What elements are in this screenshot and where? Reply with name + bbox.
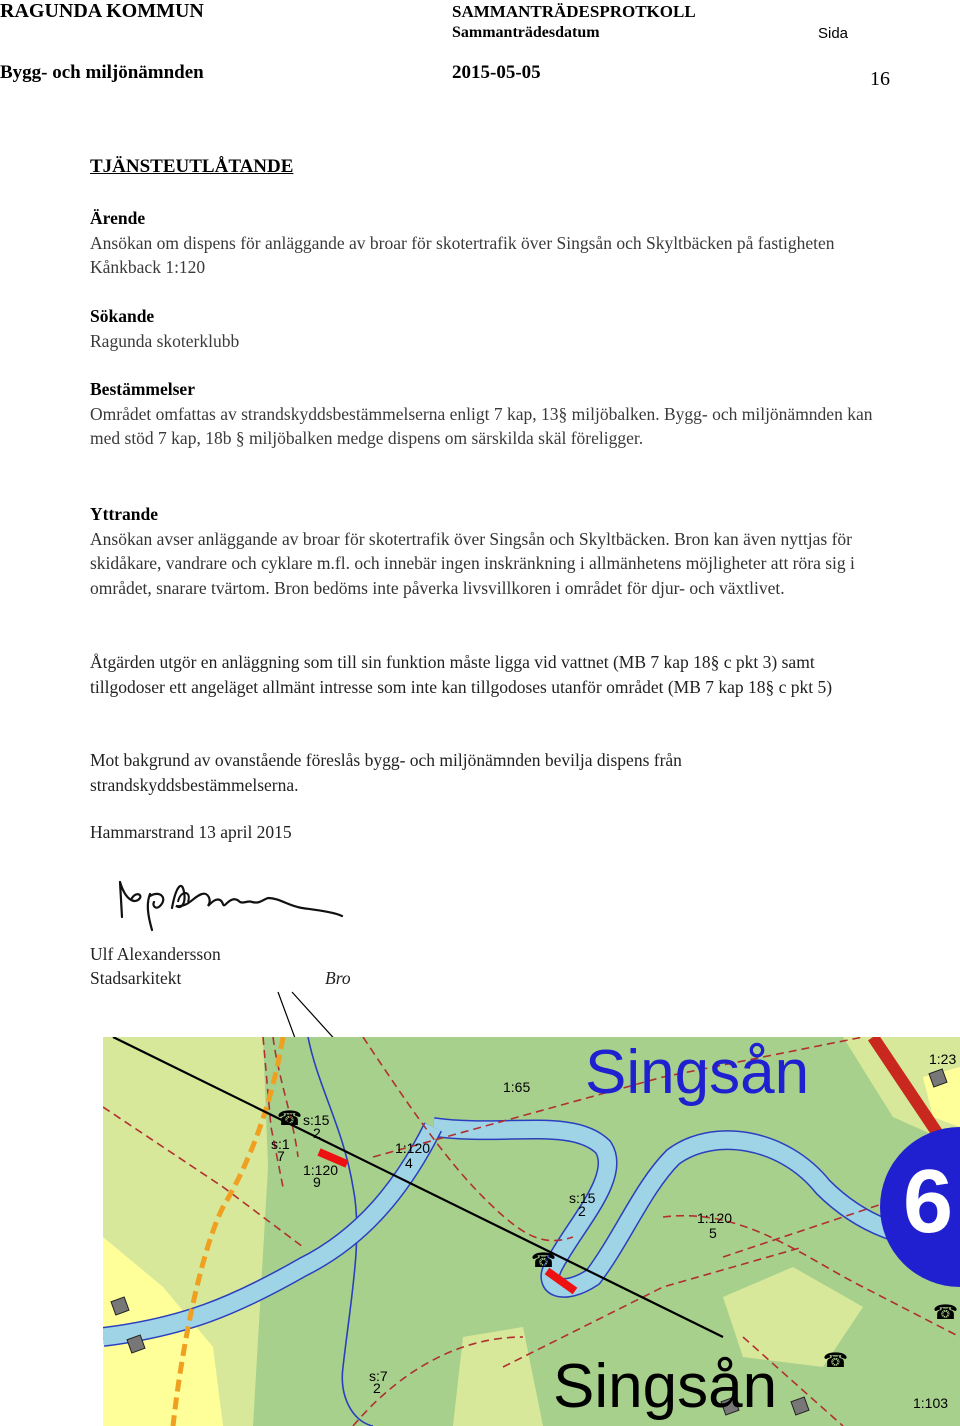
yttrande-heading: Yttrande — [90, 504, 159, 524]
sokande-heading: Sökande — [90, 306, 155, 326]
page-number: 16 — [870, 68, 890, 90]
svg-text:☎: ☎ — [823, 1350, 848, 1372]
svg-text:2: 2 — [373, 1380, 381, 1396]
svg-text:s:15: s:15 — [569, 1190, 596, 1206]
arende-text: Ansökan om dispens för anläggande av broar för skotertrafik över Singsån och Skyltbäcken på fastigheten Kånkback 1:120 — [90, 232, 835, 277]
bestammelser-heading: Bestämmelser — [90, 379, 195, 399]
river-label-top: Singsån — [585, 1038, 810, 1107]
svg-text:☎: ☎ — [933, 1302, 958, 1324]
arende-heading: Ärende — [90, 208, 146, 228]
svg-text:1:23: 1:23 — [929, 1051, 957, 1067]
svg-text:2: 2 — [313, 1125, 321, 1141]
bro-annotation: Bro — [325, 968, 351, 988]
svg-text:2: 2 — [578, 1203, 586, 1219]
doc-title: TJÄNSTEUTLÅTANDE — [90, 156, 294, 177]
department: Bygg- och miljönämnden — [0, 62, 204, 83]
yttrande-text: Ansökan avser anläggande av broar för skotertrafik över Singsån och Skyltbäcken. Bron kan även nyttjas för skidåkare, vandrare och cyklare m.fl. och innebär ingen inskränkning i allmänhetens möjligheter att röra sig i området, snarare tvärtom. Bron bedöms inte påverka livsvillkoren i området för djur- och växtlivet. — [90, 528, 855, 598]
svg-text:s:15: s:15 — [303, 1112, 330, 1128]
property-map — [103, 1037, 960, 1426]
river-label-bottom: Singsån — [553, 1352, 778, 1421]
doc-type: SAMMANTRÄDESPROTKOLL — [452, 2, 696, 21]
svg-text:☎: ☎ — [531, 1250, 556, 1272]
atgard-text: Åtgärden utgör en anläggning som till sin funktion måste ligga vid vattnet (MB 7 kap 18§ c pkt 3) samt tillgodoser ett angeläget allmänt intresse som inte kan tillgodoses utanför området (MB 7 kap 18§ c pkt 5) — [90, 652, 833, 697]
svg-text:7: 7 — [277, 1148, 285, 1164]
svg-text:1:120: 1:120 — [303, 1162, 339, 1178]
page-label: Sida — [818, 25, 849, 42]
signer-name: Ulf Alexandersson — [90, 944, 221, 964]
svg-text:1:120: 1:120 — [697, 1210, 733, 1226]
svg-text:5: 5 — [709, 1225, 717, 1241]
place-date: Hammarstrand 13 april 2015 — [90, 822, 292, 842]
svg-text:4: 4 — [405, 1155, 413, 1171]
svg-text:☎: ☎ — [277, 1108, 302, 1130]
bestammelser-text: Området omfattas av strandskyddsbestämmelserna enligt 7 kap, 13§ miljöbalken. Bygg- och miljönämnden kan med stöd 7 kap, 18b § miljöbalken medge dispens om särskilda skäl föreligger. — [90, 403, 873, 448]
forslag-text: Mot bakgrund av ovanstående föreslås bygg- och miljönämnden bevilja dispens från strandskyddsbestämmelserna. — [90, 750, 682, 795]
sokande-text: Ragunda skoterklubb — [90, 330, 240, 351]
svg-text:1:120: 1:120 — [395, 1140, 431, 1156]
road-sign-number: 6 — [903, 1152, 954, 1252]
svg-text:s:1: s:1 — [271, 1136, 290, 1152]
org-name: RAGUNDA KOMMUN — [0, 0, 204, 22]
svg-text:1:103: 1:103 — [913, 1395, 949, 1411]
signer-title: Stadsarkitekt — [90, 968, 182, 988]
svg-text:s:7: s:7 — [369, 1368, 388, 1384]
date-label: Sammanträdesdatum — [452, 24, 600, 41]
meeting-date: 2015-05-05 — [452, 62, 541, 83]
svg-text:1:65: 1:65 — [503, 1079, 531, 1095]
svg-text:9: 9 — [313, 1174, 321, 1190]
